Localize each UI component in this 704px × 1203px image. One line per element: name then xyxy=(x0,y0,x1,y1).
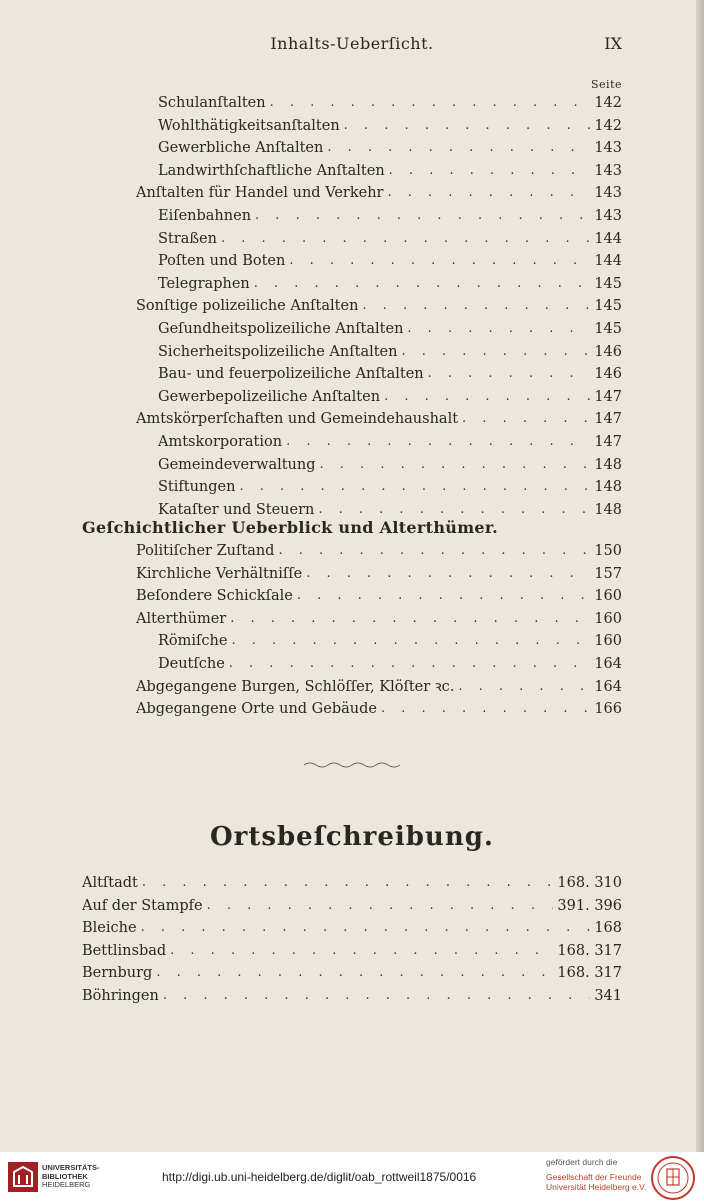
toc-entry xyxy=(158,651,622,673)
toc-entry xyxy=(158,361,622,383)
toc-entry xyxy=(158,497,622,519)
dot-leader xyxy=(428,365,591,383)
toc-entry-label: Geſundheitspolizeiliche Anſtalten xyxy=(158,321,404,337)
dot-leader xyxy=(320,456,591,474)
toc-entry-page: 160 xyxy=(594,633,622,650)
toc-entry-label: Amtskörperſchaften und Gemeindehaushalt xyxy=(136,411,459,428)
dot-leader xyxy=(362,297,590,315)
toc-entry-page: 144 xyxy=(594,230,622,247)
library-line-3: HEIDELBERG xyxy=(42,1180,91,1189)
toc-entry-label: Sicherheitspolizeiliche Anſtalten xyxy=(158,343,398,360)
toc-entry-label: Stiftungen xyxy=(158,479,236,496)
toc-entry-page: 168 xyxy=(594,920,622,937)
toc-entry-label: Kirchliche Verhältniſſe xyxy=(136,565,303,582)
dot-leader xyxy=(306,565,590,583)
toc-entry-label: Böhringen xyxy=(82,988,159,1004)
toc-entry xyxy=(82,983,622,1005)
toc-entry-page: 145 xyxy=(594,275,622,292)
toc-entry-label: Deutſche xyxy=(158,656,225,672)
toc-entry xyxy=(158,384,622,406)
society-line-1: Gesellschaft der Freunde xyxy=(546,1172,642,1182)
toc-entry-label: Gewerbepolizeiliche Anſtalten xyxy=(158,388,381,405)
toc-entry xyxy=(158,271,622,293)
toc-entry xyxy=(82,938,622,960)
toc-entry-page: 144 xyxy=(594,253,622,270)
toc-entry-page: 145 xyxy=(594,321,622,337)
dot-leader xyxy=(163,987,590,1005)
dot-leader xyxy=(156,964,553,982)
toc-entry xyxy=(136,538,622,560)
toc-entry-page: 143 xyxy=(594,208,622,224)
dot-leader xyxy=(384,388,590,406)
toc-entry xyxy=(136,561,622,583)
toc-entry xyxy=(82,960,622,982)
dot-leader xyxy=(254,275,591,293)
toc-entry xyxy=(158,628,622,650)
toc-entry xyxy=(136,674,622,696)
toc-entry-label: Bleiche xyxy=(82,920,137,937)
dot-leader xyxy=(170,942,553,960)
university-seal-icon xyxy=(650,1155,696,1201)
ornament-divider xyxy=(302,758,402,772)
toc-entry-page: 157 xyxy=(594,565,622,582)
dot-leader xyxy=(207,897,554,915)
toc-entry-page: 391. 396 xyxy=(557,897,622,914)
toc-entry-page: 147 xyxy=(594,434,622,450)
toc-entry xyxy=(136,180,622,202)
dot-leader xyxy=(381,700,590,718)
toc-entry-label: Wohlthätigkeitsanſtalten xyxy=(158,117,340,134)
toc-entry xyxy=(82,893,622,915)
toc-entry-page: 168. 317 xyxy=(557,942,622,959)
dot-leader xyxy=(407,320,590,338)
dot-leader xyxy=(289,252,590,270)
dot-leader xyxy=(327,139,590,157)
toc-entry-page: 341 xyxy=(594,988,622,1004)
toc-entry xyxy=(158,113,622,135)
toc-entry-label: Poſten und Boten xyxy=(158,253,286,270)
dot-leader xyxy=(270,94,591,112)
dot-leader xyxy=(231,632,590,650)
toc-entry xyxy=(158,474,622,496)
toc-entry-page: 166 xyxy=(594,701,622,718)
library-logo-icon xyxy=(8,1162,38,1192)
toc-entry-label: Bernburg xyxy=(82,965,153,982)
toc-entry-page: 150 xyxy=(594,543,622,559)
dot-leader xyxy=(344,117,591,135)
toc-entry-label: Gemeindeverwaltung xyxy=(158,456,316,473)
dot-leader xyxy=(142,874,554,892)
toc-entry xyxy=(82,870,622,892)
toc-entry-page: 168. 317 xyxy=(557,965,622,982)
seite-label: Seite xyxy=(591,78,622,91)
page-number: IX xyxy=(604,34,622,53)
toc-entry-page: 142 xyxy=(594,95,622,111)
toc-entry-label: Altſtadt xyxy=(82,875,138,891)
dot-leader xyxy=(239,478,590,496)
toc-entry-label: Schulanſtalten xyxy=(158,95,266,111)
toc-entry-page: 147 xyxy=(594,388,622,405)
toc-entry-page: 160 xyxy=(594,588,622,605)
toc-entry xyxy=(158,158,622,180)
toc-entry-label: Eiſenbahnen xyxy=(158,208,252,224)
dot-leader xyxy=(387,184,590,202)
dot-leader xyxy=(229,655,591,673)
toc-entry-page: 164 xyxy=(594,678,622,695)
dot-leader xyxy=(278,542,590,560)
toc-entry-label: Politiſcher Zuſtand xyxy=(136,543,275,559)
toc-entry-label: Telegraphen xyxy=(158,275,250,292)
running-title: Inhalts-Ueberſicht. xyxy=(270,34,434,53)
toc-entry xyxy=(82,915,622,937)
toc-entry-label: Kataſter und Steuern xyxy=(158,501,315,518)
library-line-1: UNIVERSITÄTS- xyxy=(42,1163,100,1172)
dot-leader xyxy=(401,343,590,361)
library-line-2: BIBLIOTHEK xyxy=(42,1171,88,1181)
toc-entry-page: 143 xyxy=(594,162,622,179)
toc-entry-page: 168. 310 xyxy=(557,875,622,891)
toc-entry-label: Sonſtige polizeiliche Anſtalten xyxy=(136,298,359,315)
dot-leader xyxy=(230,610,590,628)
toc-entry xyxy=(158,248,622,270)
toc-entry-label: Bettlinsbad xyxy=(82,942,167,959)
toc-entry-page: 148 xyxy=(594,479,622,496)
toc-entry xyxy=(136,293,622,315)
source-url-link[interactable]: http://digi.ub.uni-heidelberg.de/diglit/oab_rottweil1875/0016 xyxy=(162,1170,477,1184)
dot-leader xyxy=(297,587,590,605)
society-line-2: Universität Heidelberg e.V. xyxy=(546,1182,647,1192)
digitization-footer xyxy=(0,1152,704,1203)
toc-entry-label: Bau- und feuerpolizeiliche Anſtalten xyxy=(158,366,424,383)
toc-entry-page: 164 xyxy=(594,656,622,672)
society-name xyxy=(546,1172,646,1192)
toc-entry-label: Beſondere Schickſale xyxy=(136,588,293,605)
toc-entry-page: 146 xyxy=(594,343,622,360)
toc-entry-page: 142 xyxy=(594,117,622,134)
toc-entry xyxy=(158,226,622,248)
toc-entry-label: Alterthümer xyxy=(136,610,227,627)
toc-entry xyxy=(158,339,622,361)
dot-leader xyxy=(221,230,590,248)
toc-entry xyxy=(158,90,622,112)
toc-entry xyxy=(136,583,622,605)
funded-by-text: gefördert durch die xyxy=(546,1157,618,1167)
dot-leader xyxy=(255,207,590,225)
toc-entry xyxy=(158,135,622,157)
toc-entry-label: Anſtalten für Handel und Verkehr xyxy=(136,185,384,202)
toc-entry-label: Amtskorporation xyxy=(158,434,283,450)
toc-entry-label: Abgegangene Orte und Gebäude xyxy=(136,701,377,718)
dot-leader xyxy=(141,919,591,937)
toc-entry-page: 147 xyxy=(594,411,622,428)
dot-leader xyxy=(318,501,590,519)
big-title: Ortsbeſchreibung. xyxy=(210,822,494,852)
toc-entry xyxy=(158,203,622,225)
toc-entry xyxy=(136,696,622,718)
toc-entry-page: 143 xyxy=(594,140,622,157)
toc-entry-page: 148 xyxy=(594,501,622,518)
toc-entry-label: Straßen xyxy=(158,230,217,247)
toc-entry-label: Abgegangene Burgen, Schlöſſer, Klöſter ꝛc. xyxy=(136,678,455,695)
toc-entry-page: 145 xyxy=(594,298,622,315)
dot-leader xyxy=(286,433,590,451)
toc-entry xyxy=(136,606,622,628)
toc-entry xyxy=(158,452,622,474)
library-name xyxy=(42,1164,100,1190)
toc-entry xyxy=(136,406,622,428)
toc-entry-page: 143 xyxy=(594,185,622,202)
toc-entry xyxy=(158,429,622,451)
toc-entry-label: Landwirthſchaftliche Anſtalten xyxy=(158,162,385,179)
dot-leader xyxy=(462,410,590,428)
toc-entry-page: 160 xyxy=(594,610,622,627)
toc-entry-label: Römiſche xyxy=(158,633,228,650)
dot-leader xyxy=(458,678,590,696)
toc-entry xyxy=(158,316,622,338)
toc-entry-page: 146 xyxy=(594,366,622,383)
dot-leader xyxy=(389,162,591,180)
section-heading: Geſchichtlicher Ueberblick und Alterthümer. xyxy=(82,518,499,537)
toc-entry-page: 148 xyxy=(594,456,622,473)
toc-entry-label: Auf der Stampfe xyxy=(82,897,203,914)
toc-entry-label: Gewerbliche Anſtalten xyxy=(158,140,324,157)
